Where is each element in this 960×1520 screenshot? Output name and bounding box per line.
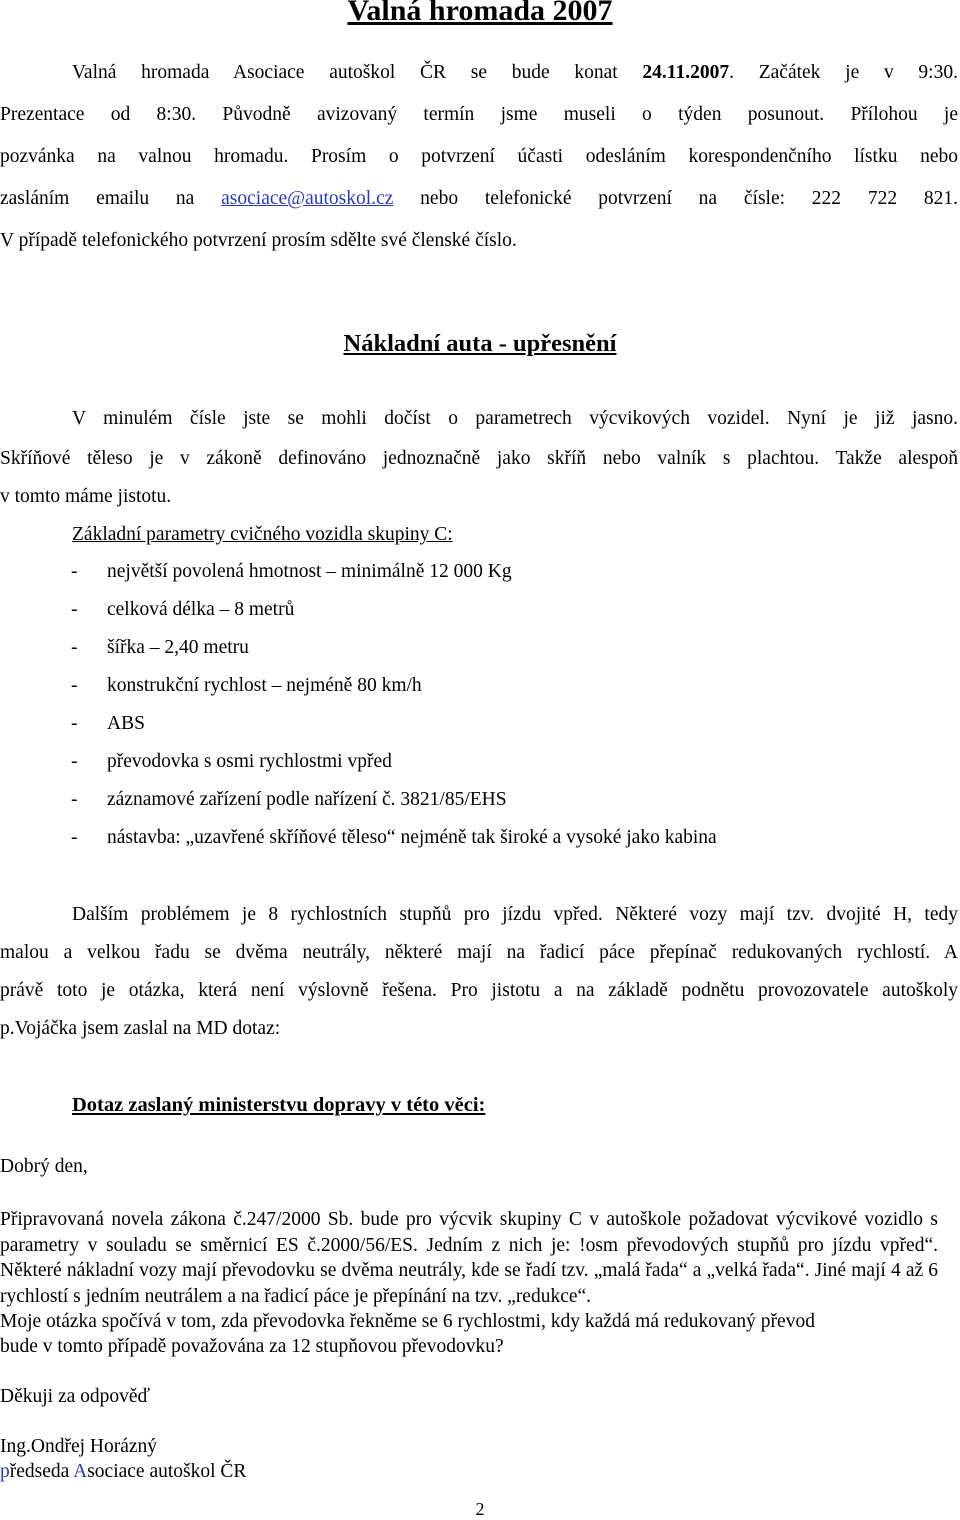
section-p1-line-2: Skříňové těleso je v zákoně definováno jednoznačně jako skříň nebo valník s plachtou. Takže alespoň — [0, 448, 958, 469]
section-p1-line-3: v tomto máme jistotu. — [0, 486, 172, 507]
param-text: celková délka – 8 metrů — [107, 599, 295, 620]
param-text: největší povolená hmotnost – minimálně 12 000 Kg — [107, 561, 512, 582]
list-dash: - — [71, 637, 78, 658]
signature-role-text: sociace autoškol ČR — [87, 1461, 247, 1482]
email-link[interactable]: asociace@autoskol.cz — [221, 188, 394, 209]
param-item — [0, 591, 294, 629]
section-heading: Nákladní auta - upřesnění — [343, 330, 617, 357]
param-text: ABS — [107, 713, 145, 734]
list-dash: - — [71, 675, 78, 696]
signature-role-text: p — [0, 1461, 10, 1482]
letter-thanks: Děkuji za odpověď — [0, 1386, 151, 1407]
intro-line-2: Prezentace od 8:30. Původně avizovaný termín jsme museli o týden posunout. Přílohou je — [0, 104, 958, 125]
param-item — [0, 781, 507, 819]
intro-line-4 — [0, 178, 958, 220]
intro-text: . Začátek je v 9:30. — [729, 62, 958, 83]
signature-role-text: ředseda — [9, 1461, 74, 1482]
letter-body: Připravovaná novela zákona č.247/2000 Sb. bude pro výcvik skupiny C v autoškole požadovat výcvikové vozidlo s parametry v souladu se směrnicí ES č.2000/56/ES. Jedním z nich je: !osm převodových stupňů pro jízdu vpřed“. Některé nákladní vozy mají převodovku se dvěma neutrály, kde se řadí tzv. „malá řada“ a „velká řada“. Jiné mají 4 až 6 rychlostí s jedním neutrálem a na řadicí páce je přepínání na tzv. „redukce“. — [0, 1209, 938, 1307]
letter-greeting: Dobrý den, — [0, 1156, 88, 1177]
list-dash: - — [71, 751, 78, 772]
list-dash: - — [71, 561, 78, 582]
param-item — [0, 705, 145, 743]
intro-text: zasláním emailu na — [0, 188, 222, 209]
params-title: Základní parametry cvičného vozidla skupiny C: — [72, 524, 453, 545]
list-dash: - — [71, 789, 78, 810]
signature-role-text: A — [73, 1461, 88, 1482]
param-item — [0, 743, 392, 781]
page-title: Valná hromada 2007 — [347, 0, 613, 27]
param-item — [0, 819, 717, 857]
intro-line-5: V případě telefonického potvrzení prosím sdělte své členské číslo. — [0, 230, 517, 251]
intro-line-3: pozvánka na valnou hromadu. Prosím o potvrzení účasti odesláním korespondenčního lístku nebo — [0, 146, 958, 167]
list-dash: - — [71, 713, 78, 734]
intro-text: nebo telefonické potvrzení na čísle: 222 722 821. — [393, 188, 958, 209]
section-p2-line-4: p.Vojáčka jsem zaslal na MD dotaz: — [0, 1018, 281, 1039]
param-text: šířka – 2,40 metru — [107, 637, 249, 658]
param-text: nástavba: „uzavřené skříňové těleso“ nejméně tak široké a vysoké jako kabina — [107, 827, 717, 848]
page-number: 2 — [475, 1499, 485, 1519]
intro-text: Valná hromada Asociace autoškol ČR se bude konat — [72, 62, 643, 83]
list-dash: - — [71, 827, 78, 848]
section-p2-line-3: právě toto je otázka, která není výslovně řešena. Pro jistotu a na základě podnětu provozovatele autoškoly — [0, 980, 958, 1001]
param-item — [0, 667, 422, 705]
intro-line-1 — [0, 52, 958, 94]
param-text: záznamové zařízení podle nařízení č. 3821/85/EHS — [107, 789, 507, 810]
letter-body-line-6: bude v tomto případě považována za 12 stupňovou převodovku? — [0, 1336, 504, 1357]
param-text: převodovka s osmi rychlostmi vpřed — [107, 751, 392, 772]
section-p1-line-1: V minulém čísle jste se mohli dočíst o parametrech výcvikových vozidel. Nyní je již jasno. — [72, 408, 958, 429]
section-p2-line-2: malou a velkou řadu se dvěma neutrály, některé mají na řadicí páce přepínač redukovaných rychlostí. A — [0, 942, 958, 963]
signature-name: Ing.Ondřej Horázný — [0, 1436, 158, 1457]
param-item — [0, 629, 249, 667]
param-text: konstrukční rychlost – nejméně 80 km/h — [107, 675, 422, 696]
letter-body-line-5: Moje otázka spočívá v tom, zda převodovka řekněme se 6 rychlostmi, kdy každá má redukovaný převod — [0, 1311, 815, 1332]
param-item — [0, 553, 512, 591]
section-p2-line-1: Dalším problémem je 8 rychlostních stupňů pro jízdu vpřed. Některé vozy mají tzv. dvojité H, tedy — [72, 904, 958, 925]
signature-role — [0, 1461, 246, 1483]
list-dash: - — [71, 599, 78, 620]
meeting-date: 24.11.2007 — [642, 62, 730, 83]
letter-heading: Dotaz zaslaný ministerstvu dopravy v této věci: — [72, 1094, 486, 1116]
